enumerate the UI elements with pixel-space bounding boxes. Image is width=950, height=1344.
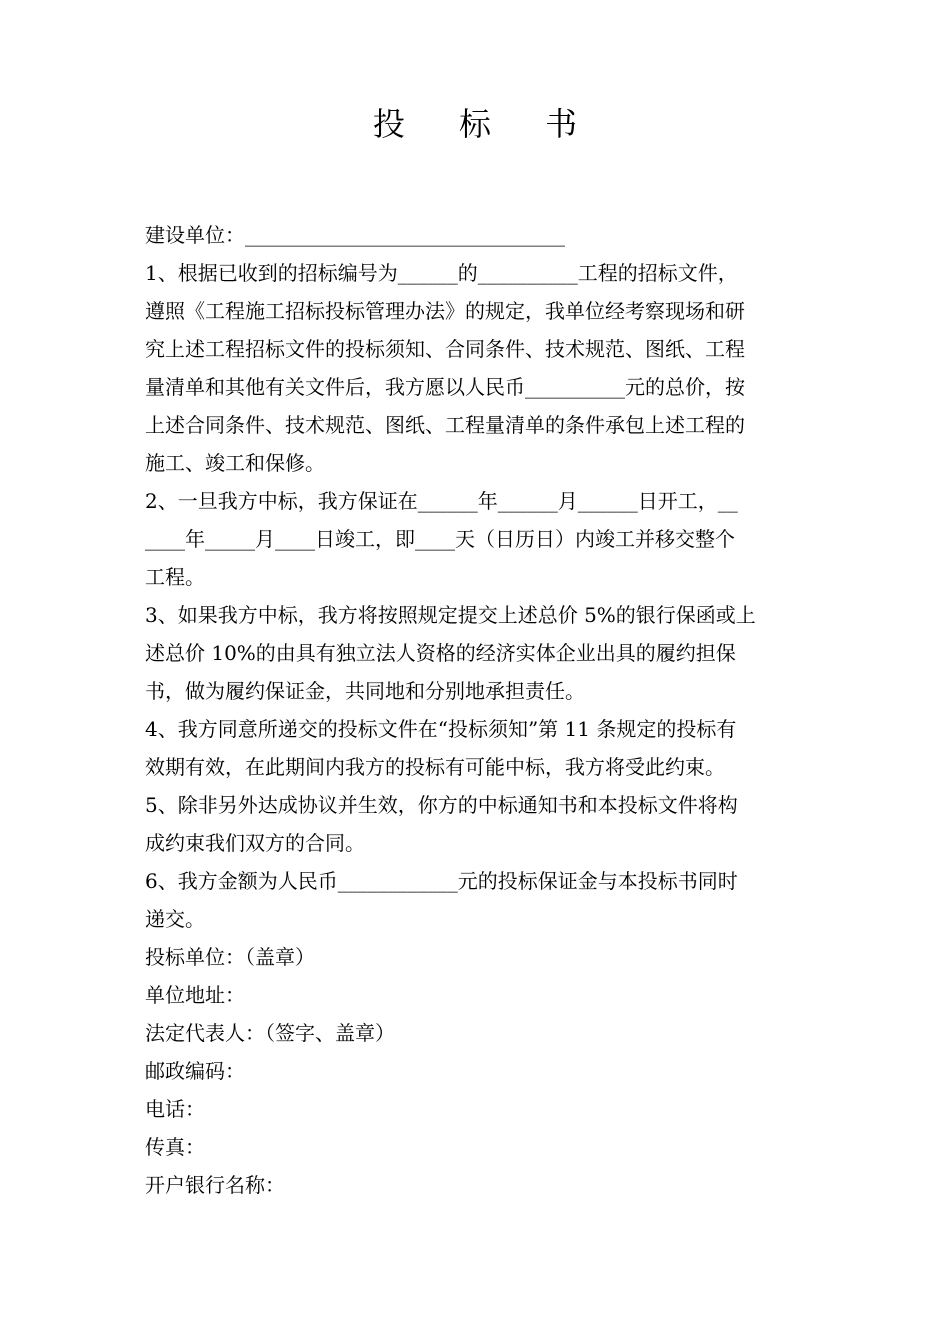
field-bidder-unit: 投标单位：（盖章） bbox=[145, 945, 315, 969]
document-body bbox=[145, 216, 817, 1204]
clause-3-line: 述总价 10%的由具有独立法人资格的经济实体企业出具的履约担保 bbox=[145, 641, 736, 665]
clause-5-line: 成约束我们双方的合同。 bbox=[145, 831, 365, 855]
clause-1-line: 究上述工程招标文件的投标须知、合同条件、技术规范、图纸、工程 bbox=[145, 337, 745, 361]
clause-2-line: 2、一旦我方中标，我方保证在______年______月______日开工，__ bbox=[145, 489, 738, 513]
field-telephone: 电话： bbox=[145, 1097, 205, 1121]
clause-3-line: 书，做为履约保证金，共同地和分别地承担责任。 bbox=[145, 679, 585, 703]
field-unit-address: 单位地址： bbox=[145, 983, 245, 1007]
clause-2-line: 工程。 bbox=[145, 565, 205, 589]
field-construction-unit: 建设单位：________________________________ bbox=[145, 223, 565, 247]
clause-4-line: 效期有效，在此期间内我方的投标有可能中标，我方将受此约束。 bbox=[145, 755, 725, 779]
field-postal-code: 邮政编码： bbox=[145, 1059, 245, 1083]
field-bank-name: 开户银行名称： bbox=[145, 1173, 285, 1197]
clause-6-line: 6、我方金额为人民币____________元的投标保证金与本投标书同时 bbox=[145, 869, 738, 893]
clause-2-line: ____年_____月____日竣工，即____天（日历日）内竣工并移交整个 bbox=[145, 527, 735, 551]
clause-5-line: 5、除非另外达成协议并生效，你方的中标通知书和本投标文件将构 bbox=[145, 793, 738, 817]
field-fax: 传真： bbox=[145, 1135, 205, 1159]
clause-1-line: 遵照《工程施工招标投标管理办法》的规定，我单位经考察现场和研 bbox=[145, 299, 745, 323]
clause-1-line: 量清单和其他有关文件后，我方愿以人民币__________元的总价，按 bbox=[145, 375, 745, 399]
document-title: 投 标 书 bbox=[372, 105, 600, 143]
clause-1-line: 1、根据已收到的招标编号为______的__________工程的招标文件， bbox=[145, 261, 738, 285]
clause-3-line: 3、如果我方中标，我方将按照规定提交上述总价 5%的银行保函或上 bbox=[145, 603, 756, 627]
clause-6-line: 递交。 bbox=[145, 907, 205, 931]
clause-4-line: 4、我方同意所递交的投标文件在“投标须知”第 11 条规定的投标有 bbox=[145, 717, 737, 741]
field-legal-representative: 法定代表人：（签字、盖章） bbox=[145, 1021, 395, 1045]
clause-1-line: 上述合同条件、技术规范、图纸、工程量清单的条件承包上述工程的 bbox=[145, 413, 745, 437]
clause-1-line: 施工、竣工和保修。 bbox=[145, 451, 325, 475]
